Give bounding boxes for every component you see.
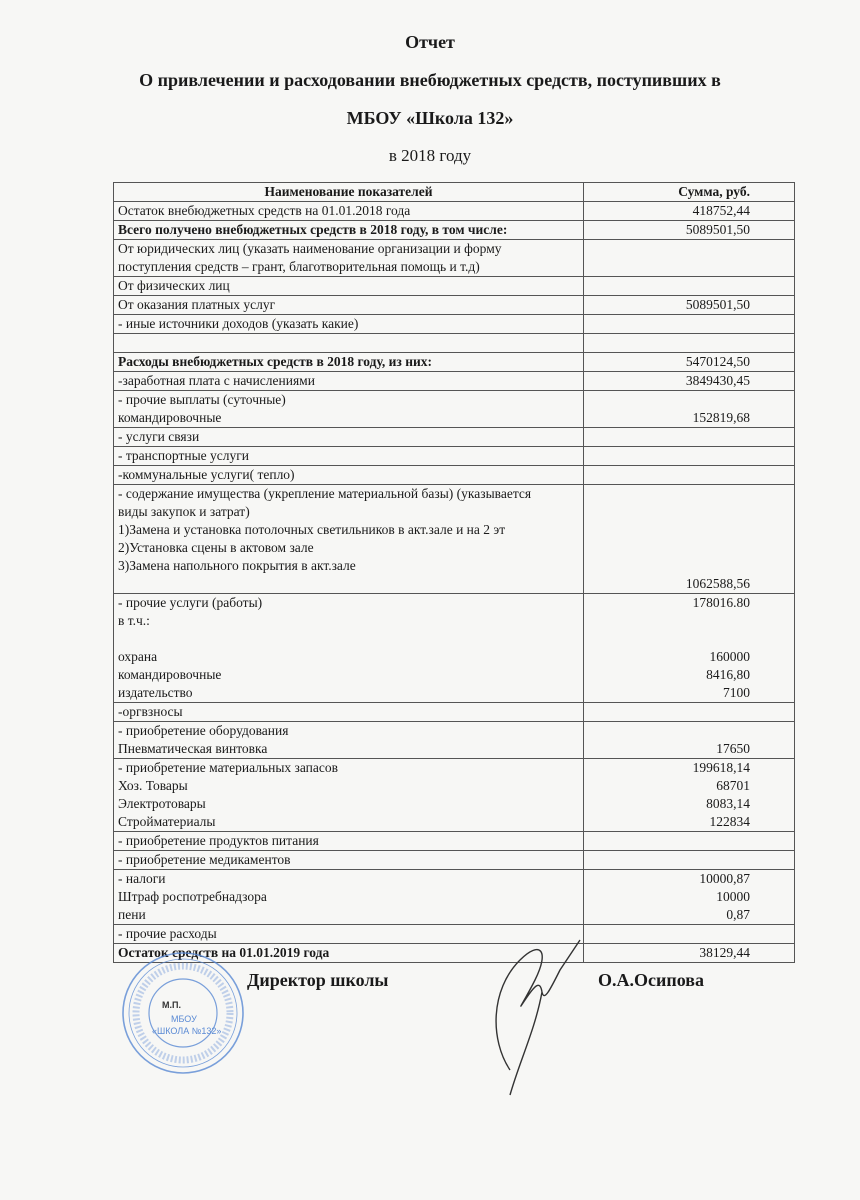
sum-cell — [584, 944, 795, 963]
indicator-text: -заработная плата с начислениями — [118, 373, 315, 388]
sum-value: 199618,14 — [692, 760, 750, 775]
sum-cell — [584, 428, 795, 447]
indicator-text: Остаток внебюджетных средств на 01.01.2018 года — [118, 203, 411, 218]
sum-cell — [584, 594, 795, 703]
indicator-name-cell — [114, 722, 584, 759]
sum-value — [588, 539, 750, 557]
sum-cell — [584, 372, 795, 391]
report-table — [113, 182, 795, 963]
table-row — [114, 391, 795, 428]
sum-value: 68701 — [716, 778, 750, 793]
sum-cell — [584, 759, 795, 832]
indicator-name-cell — [114, 391, 584, 428]
indicator-text: - содержание имущества (укрепление материальной базы) (указывается — [118, 486, 532, 501]
sum-value — [588, 240, 750, 258]
indicator-text: -коммунальные услуги( тепло) — [118, 467, 295, 482]
sum-value — [588, 391, 750, 409]
indicator-text: Стройматериалы — [118, 814, 216, 829]
indicator-text: 1)Замена и установка потолочных светильников в акт.зале и на 2 эт — [118, 522, 506, 537]
sum-value — [588, 630, 750, 648]
document-subtitle: О привлечении и расходовании внебюджетных средств, поступивших в — [139, 70, 721, 90]
sum-cell — [584, 353, 795, 372]
director-name: О.А.Осипова — [598, 970, 705, 990]
indicator-text: Пневматическая винтовка — [118, 741, 268, 756]
indicator-name-cell — [114, 221, 584, 240]
sum-value: 10000,87 — [699, 871, 750, 886]
indicator-text: - приобретение оборудования — [118, 723, 289, 738]
sum-value — [588, 485, 750, 503]
indicator-text: в т.ч.: — [118, 613, 150, 628]
sum-value: 38129,44 — [699, 945, 750, 960]
sum-value — [588, 703, 750, 721]
school-stamp — [118, 948, 248, 1083]
sum-value — [588, 315, 750, 333]
sum-cell — [584, 870, 795, 925]
table-row — [114, 870, 795, 925]
indicator-text: - приобретение продуктов питания — [118, 833, 319, 848]
indicator-text: Электротовары — [118, 796, 206, 811]
sum-cell — [584, 221, 795, 240]
sum-value — [588, 612, 750, 630]
indicator-text: 2)Установка сцены в актовом зале — [118, 540, 314, 555]
table-row — [114, 466, 795, 485]
handwritten-signature — [480, 930, 590, 1105]
sum-cell — [584, 925, 795, 944]
indicator-name-cell — [114, 594, 584, 703]
indicator-text: - прочие выплаты (суточные) — [118, 392, 286, 407]
sum-value — [588, 521, 750, 539]
table-row — [114, 428, 795, 447]
table-row — [114, 925, 795, 944]
svg-text:«ШКОЛА №132»: «ШКОЛА №132» — [152, 1026, 222, 1036]
indicator-text: Расходы внебюджетных средств в 2018 году, из них: — [118, 354, 433, 369]
sum-cell — [584, 703, 795, 722]
indicator-name-cell — [114, 447, 584, 466]
indicator-text — [118, 334, 579, 352]
table-row — [114, 447, 795, 466]
sum-cell — [584, 447, 795, 466]
sum-value: 1062588,56 — [685, 576, 750, 591]
table-row — [114, 296, 795, 315]
sum-value: 152819,68 — [692, 410, 750, 425]
indicator-name-cell — [114, 851, 584, 870]
indicator-name-cell — [114, 372, 584, 391]
sum-cell — [584, 277, 795, 296]
sum-value — [588, 258, 750, 276]
sum-cell — [584, 202, 795, 221]
table-row — [114, 594, 795, 703]
sum-value — [588, 428, 750, 446]
sum-value: 160000 — [709, 649, 750, 664]
table-row — [114, 851, 795, 870]
sum-cell — [584, 334, 795, 353]
indicator-text: - услуги связи — [118, 429, 200, 444]
indicator-text: -оргвзносы — [118, 704, 183, 719]
sum-value — [588, 447, 750, 465]
indicator-name-cell — [114, 334, 584, 353]
indicator-name-cell — [114, 353, 584, 372]
indicator-name-cell — [114, 759, 584, 832]
sum-cell — [584, 240, 795, 277]
table-row — [114, 277, 795, 296]
indicator-text: 3)Замена напольного покрытия в акт.зале — [118, 558, 356, 573]
sum-cell — [584, 296, 795, 315]
indicator-text — [118, 630, 579, 648]
sum-value — [588, 277, 750, 295]
indicator-text: - приобретение материальных запасов — [118, 760, 339, 775]
indicator-text: издательство — [118, 685, 193, 700]
indicator-text: От физических лиц — [118, 278, 230, 293]
sum-value — [588, 851, 750, 869]
sum-value: 8083,14 — [706, 796, 750, 811]
director-title: Директор школы — [247, 970, 389, 990]
sum-value: 17650 — [716, 741, 750, 756]
table-row — [114, 832, 795, 851]
table-row — [114, 353, 795, 372]
sum-value — [588, 557, 750, 575]
indicator-text: Хоз. Товары — [118, 778, 188, 793]
table-row — [114, 759, 795, 832]
indicator-text: командировочные — [118, 410, 222, 425]
sum-value — [588, 466, 750, 484]
sum-value: 418752,44 — [692, 203, 750, 218]
sum-value — [588, 832, 750, 850]
indicator-text: пени — [118, 907, 146, 922]
svg-text:МБОУ: МБОУ — [171, 1014, 197, 1024]
indicator-text: виды закупок и затрат) — [118, 504, 250, 519]
table-row — [114, 722, 795, 759]
sum-value: 7100 — [723, 685, 750, 700]
indicator-name-cell — [114, 296, 584, 315]
indicator-text: От юридических лиц (указать наименование организации и форму — [118, 241, 502, 256]
sum-cell — [584, 315, 795, 334]
sum-value: 5089501,50 — [685, 297, 750, 312]
indicator-name-cell — [114, 240, 584, 277]
indicator-text: Всего получено внебюджетных средств в 2018 году, в том числе: — [118, 222, 508, 237]
indicator-text: - приобретение медикаментов — [118, 852, 291, 867]
indicator-name-cell — [114, 315, 584, 334]
table-row — [114, 372, 795, 391]
sum-value: 178016.80 — [692, 595, 750, 610]
document-title: Отчет — [405, 32, 455, 52]
sum-value: 8416,80 — [706, 667, 750, 682]
indicator-name-cell — [114, 466, 584, 485]
indicator-text: поступления средств – грант, благотворительная помощь и т.д) — [118, 259, 480, 274]
indicator-name-cell — [114, 870, 584, 925]
sum-value — [588, 722, 750, 740]
indicator-name-cell — [114, 703, 584, 722]
indicator-text: охрана — [118, 649, 158, 664]
table-row — [114, 240, 795, 277]
report-year: в 2018 году — [388, 146, 472, 165]
indicator-text: Остаток средств на 01.01.2019 года — [118, 945, 330, 960]
indicator-text: - прочие расходы — [118, 926, 217, 941]
table-header-row — [114, 183, 795, 202]
indicator-text: - налоги — [118, 871, 166, 886]
indicator-name-cell — [114, 428, 584, 447]
indicator-text — [118, 575, 579, 593]
indicator-name-cell — [114, 277, 584, 296]
indicator-name-cell — [114, 832, 584, 851]
sum-value: 0,87 — [726, 907, 750, 922]
table-row — [114, 202, 795, 221]
column-header-sum: Сумма, руб. — [584, 183, 795, 202]
indicator-text: - прочие услуги (работы) — [118, 595, 263, 610]
indicator-text: - иные источники доходов (указать какие) — [118, 316, 359, 331]
sum-value: 10000 — [716, 889, 750, 904]
indicator-text: - транспортные услуги — [118, 448, 249, 463]
table-row — [114, 221, 795, 240]
sum-value: 5470124,50 — [685, 354, 750, 369]
table-row — [114, 703, 795, 722]
column-header-name: Наименование показателей — [114, 183, 584, 202]
sum-cell — [584, 391, 795, 428]
sum-cell — [584, 722, 795, 759]
svg-text:М.П.: М.П. — [162, 1000, 181, 1010]
sum-cell — [584, 466, 795, 485]
sum-value: 122834 — [709, 814, 750, 829]
sum-value — [588, 334, 750, 352]
indicator-text: Штраф роспотребнадзора — [118, 889, 267, 904]
sum-cell — [584, 851, 795, 870]
indicator-text: командировочные — [118, 667, 222, 682]
table-row — [114, 485, 795, 594]
indicator-name-cell — [114, 485, 584, 594]
sum-value — [588, 925, 750, 943]
sum-value: 5089501,50 — [685, 222, 750, 237]
indicator-name-cell — [114, 202, 584, 221]
sum-cell — [584, 485, 795, 594]
table-row — [114, 315, 795, 334]
table-row — [114, 334, 795, 353]
indicator-text: От оказания платных услуг — [118, 297, 276, 312]
school-name: МБОУ «Школа 132» — [346, 108, 514, 128]
sum-cell — [584, 832, 795, 851]
sum-value: 3849430,45 — [685, 373, 750, 388]
sum-value — [588, 503, 750, 521]
